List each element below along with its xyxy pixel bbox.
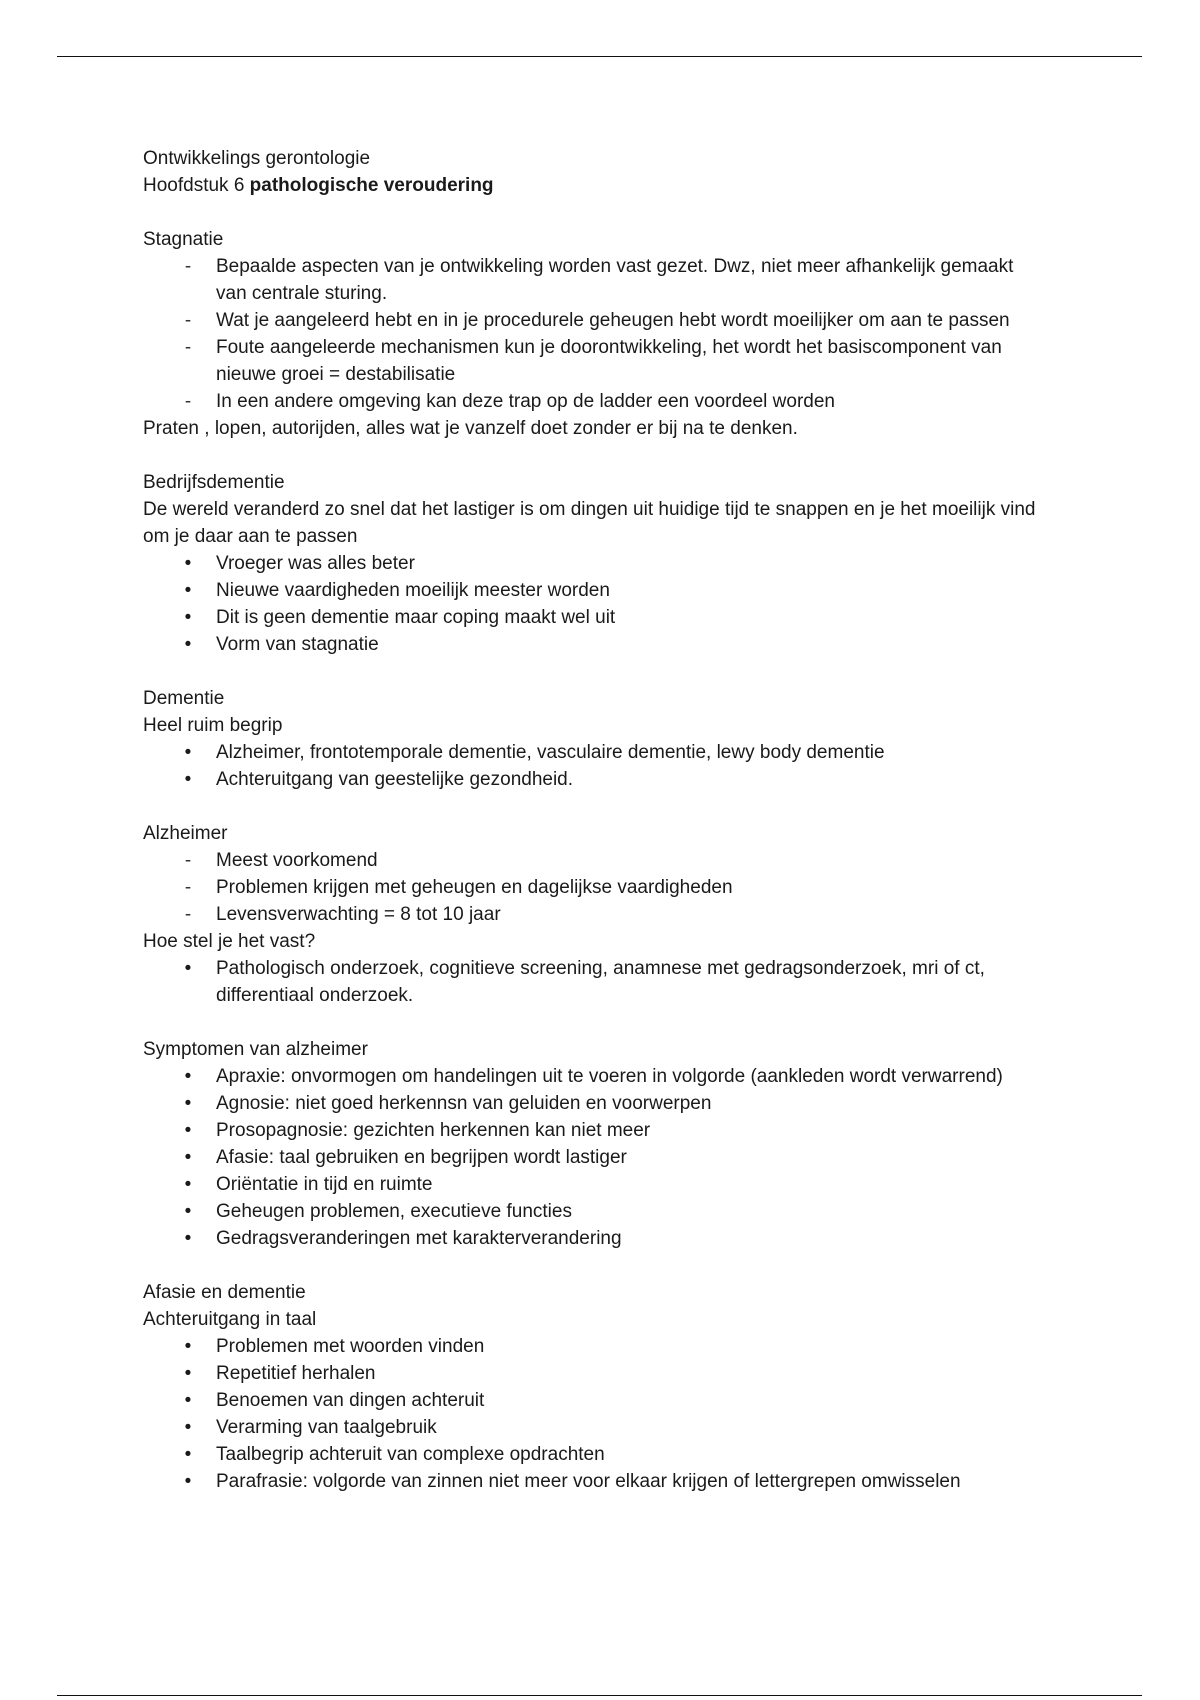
list-item-text: Afasie: taal gebruiken en begrijpen wordt lastiger (216, 1147, 627, 1168)
dash-marker: - (184, 904, 192, 925)
bullet-marker: • (184, 580, 192, 601)
bullet-marker: • (184, 634, 192, 655)
list-item-text: In een andere omgeving kan deze trap op de ladder een voordeel worden (216, 391, 835, 412)
list-item-text: Vorm van stagnatie (216, 634, 379, 655)
list-item-text: Apraxie: onvormogen om handelingen uit te voeren in volgorde (aankleden wordt verwarrend) (216, 1066, 1003, 1087)
header-rule (57, 56, 1142, 57)
dash-marker: - (184, 391, 192, 412)
list-item-text: Geheugen problemen, executieve functies (216, 1201, 572, 1222)
list-item-text: Meest voorkomend (216, 850, 378, 871)
bullet-marker: • (184, 1093, 192, 1114)
spacer (143, 658, 1043, 685)
bullet-marker: • (184, 1363, 192, 1384)
dash-marker: - (184, 337, 192, 358)
section-subheading: Hoe stel je het vast? (143, 931, 316, 952)
list-item-text: Alzheimer, frontotemporale dementie, vasculaire dementie, lewy body dementie (216, 742, 885, 763)
list-item-text: Repetitief herhalen (216, 1363, 376, 1384)
bullet-marker: • (184, 1174, 192, 1195)
list-item (143, 1063, 1043, 1090)
section-list (143, 253, 1043, 415)
list-item (143, 550, 1043, 577)
course-title: Ontwikkelings gerontologie (143, 148, 371, 169)
list-item-text: Problemen krijgen met geheugen en dagelijkse vaardigheden (216, 877, 733, 898)
section-heading: Symptomen van alzheimer (143, 1039, 368, 1060)
list-item-text: Verarming van taalgebruik (216, 1417, 437, 1438)
chapter-title (143, 172, 1043, 199)
dash-marker: - (184, 256, 192, 277)
list-item-text: Dit is geen dementie maar coping maakt wel uit (216, 607, 616, 628)
footer-rule (57, 1695, 1142, 1696)
list-item (143, 577, 1043, 604)
spacer (143, 1009, 1043, 1036)
bullet-marker: • (184, 742, 192, 763)
bullet-marker: • (184, 553, 192, 574)
section-list (143, 1333, 1043, 1495)
list-item (143, 1225, 1043, 1252)
chapter-prefix: Hoofdstuk 6 (143, 175, 250, 196)
list-item (143, 604, 1043, 631)
list-item-text: Oriëntatie in tijd en ruimte (216, 1174, 433, 1195)
section-intro: Heel ruim begrip (143, 715, 283, 736)
bullet-marker: • (184, 1336, 192, 1357)
spacer (143, 442, 1043, 469)
dash-marker: - (184, 877, 192, 898)
bullet-marker: • (184, 1120, 192, 1141)
list-item-text: Prosopagnosie: gezichten herkennen kan niet meer (216, 1120, 651, 1141)
list-item-text: Achteruitgang van geestelijke gezondheid. (216, 769, 574, 790)
bullet-marker: • (184, 1201, 192, 1222)
list-item (143, 739, 1043, 766)
bullet-marker: • (184, 1417, 192, 1438)
section-intro: Achteruitgang in taal (143, 1309, 317, 1330)
list-item (143, 1144, 1043, 1171)
list-item (143, 334, 1043, 388)
list-item (143, 1441, 1043, 1468)
list-item (143, 766, 1043, 793)
list-item (143, 1117, 1043, 1144)
list-item (143, 901, 1043, 928)
list-item-text: Pathologisch onderzoek, cognitieve screening, anamnese met gedragsonderzoek, mri of ct, differentiaal onderzoek. (216, 958, 985, 1006)
list-item (143, 1090, 1043, 1117)
list-item (143, 307, 1043, 334)
list-item-text: Vroeger was alles beter (216, 553, 415, 574)
list-item-text: Foute aangeleerde mechanismen kun je doorontwikkeling, het wordt het basiscomponent van nieuwe groei = destabilisatie (216, 337, 1002, 385)
section-sublist (143, 955, 1043, 1009)
list-item-text: Parafrasie: volgorde van zinnen niet meer voor elkaar krijgen of lettergrepen omwisselen (216, 1471, 961, 1492)
section-list (143, 550, 1043, 658)
chapter-name: pathologische veroudering (249, 175, 494, 196)
list-item-text: Gedragsveranderingen met karakterverandering (216, 1228, 622, 1249)
section-heading: Bedrijfsdementie (143, 472, 285, 493)
list-item (143, 1468, 1043, 1495)
list-item (143, 631, 1043, 658)
list-item (143, 847, 1043, 874)
section-heading: Afasie en dementie (143, 1282, 306, 1303)
list-item-text: Wat je aangeleerd hebt en in je procedurele geheugen hebt wordt moeilijker om aan te passen (216, 310, 1010, 331)
list-item-text: Benoemen van dingen achteruit (216, 1390, 485, 1411)
list-item-text: Problemen met woorden vinden (216, 1336, 485, 1357)
list-item (143, 1333, 1043, 1360)
list-item (143, 1414, 1043, 1441)
list-item (143, 1198, 1043, 1225)
spacer (143, 199, 1043, 226)
list-item-text: Agnosie: niet goed herkennsn van geluiden en voorwerpen (216, 1093, 712, 1114)
list-item (143, 1171, 1043, 1198)
list-item (143, 955, 1043, 1009)
bullet-marker: • (184, 1147, 192, 1168)
list-item-text: Levensverwachting = 8 tot 10 jaar (216, 904, 501, 925)
section-note: Praten , lopen, autorijden, alles wat je vanzelf doet zonder er bij na te denken. (143, 418, 798, 439)
list-item (143, 1360, 1043, 1387)
spacer (143, 793, 1043, 820)
bullet-marker: • (184, 769, 192, 790)
section-heading: Alzheimer (143, 823, 228, 844)
dash-marker: - (184, 850, 192, 871)
list-item-text: Nieuwe vaardigheden moeilijk meester worden (216, 580, 610, 601)
list-item-text: Taalbegrip achteruit van complexe opdrachten (216, 1444, 605, 1465)
document-body (143, 145, 1043, 1495)
section-list (143, 847, 1043, 928)
list-item (143, 253, 1043, 307)
spacer (143, 1252, 1043, 1279)
dash-marker: - (184, 310, 192, 331)
sections (143, 199, 1043, 1495)
list-item-text: Bepaalde aspecten van je ontwikkeling worden vast gezet. Dwz, niet meer afhankelijk gemaakt van centrale sturing. (216, 256, 1014, 304)
bullet-marker: • (184, 607, 192, 628)
section-intro: De wereld veranderd zo snel dat het lastiger is om dingen uit huidige tijd te snappen en je het moeilijk vind om je daar aan te passen (143, 499, 1036, 547)
bullet-marker: • (184, 958, 192, 979)
bullet-marker: • (184, 1066, 192, 1087)
section-list (143, 739, 1043, 793)
list-item (143, 1387, 1043, 1414)
list-item (143, 388, 1043, 415)
bullet-marker: • (184, 1471, 192, 1492)
section-list (143, 1063, 1043, 1252)
list-item (143, 874, 1043, 901)
section-heading: Dementie (143, 688, 225, 709)
bullet-marker: • (184, 1228, 192, 1249)
section-heading: Stagnatie (143, 229, 224, 250)
bullet-marker: • (184, 1390, 192, 1411)
bullet-marker: • (184, 1444, 192, 1465)
